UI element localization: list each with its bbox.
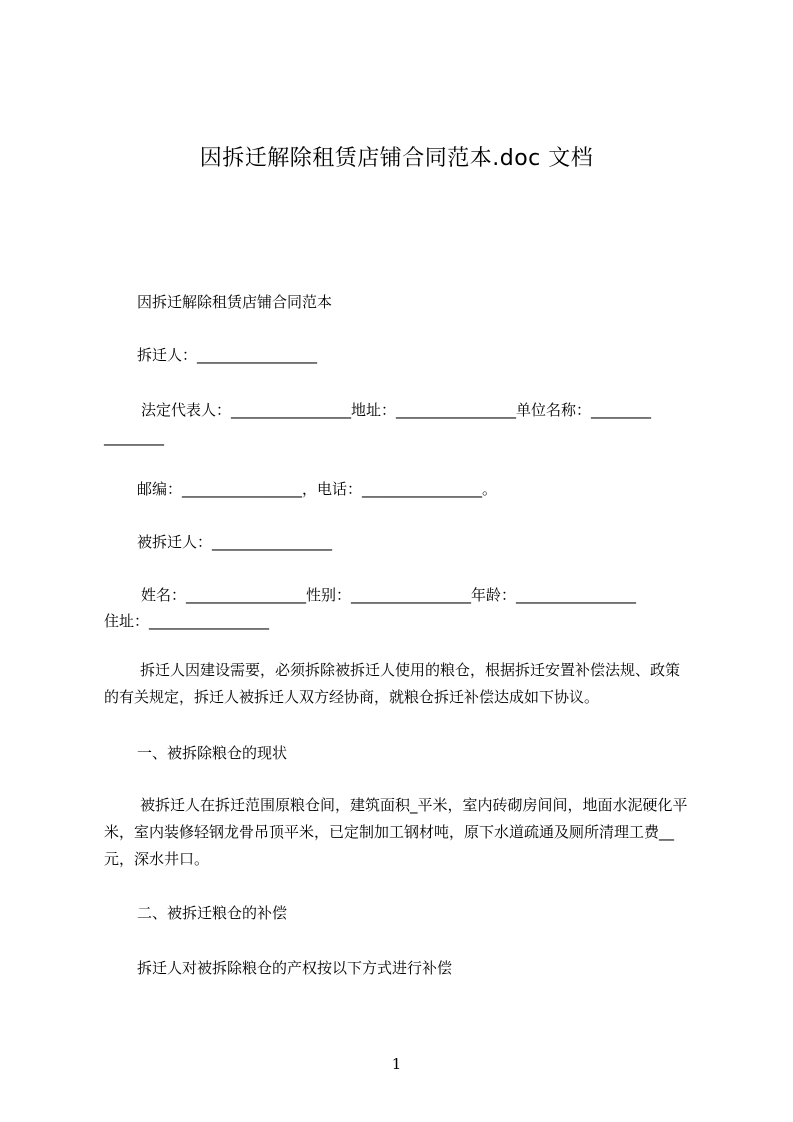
legal-rep-address-unit-field: 法定代表人：________________地址：________________单位名称：________ [141,401,652,419]
intro-paragraph: 拆迁人因建设需要，必须拆除被拆迁人使用的粮仓，根据拆迁安置补偿法规、政策的有关规定，拆迁人被拆迁人双方经协商，就粮仓拆迁补偿达成如下协议。 [104,661,681,706]
name-gender-age-field: 姓名：________________性别：________________年龄：________________ [141,586,637,604]
compensation-paragraph: 拆迁人对被拆除粮仓的产权按以下方式进行补偿 [137,959,453,977]
section-heading-status: 一、被拆除粮仓的现状 [137,744,288,762]
postcode-phone-field: 邮编：________________，电话：________________。 [137,480,498,498]
document-title: 因拆迁解除租赁店铺合同范本.doc 文档 [199,146,594,171]
section-heading-compensation: 二、被拆迁粮仓的补偿 [137,904,288,922]
status-paragraph: 被拆迁人在拆迁范围原粮仓间，建筑面积_平米，室内砖砌房间间，地面水泥硬化平米，室内装修轻钢龙骨吊顶平米，已定制加工钢材吨，原下水道疏通及厕所清理工费__元，深水井口。 [104,796,688,868]
contract-subtitle: 因拆迁解除租赁店铺合同范本 [137,293,333,311]
page-number: 1 [391,1055,402,1073]
address-field: 住址：________________ [104,612,270,630]
demolisher-field: 拆迁人：________________ [137,346,318,364]
unit-name-field-continued: ________ [104,428,164,446]
demolished-party-field: 被拆迁人：________________ [137,533,333,551]
